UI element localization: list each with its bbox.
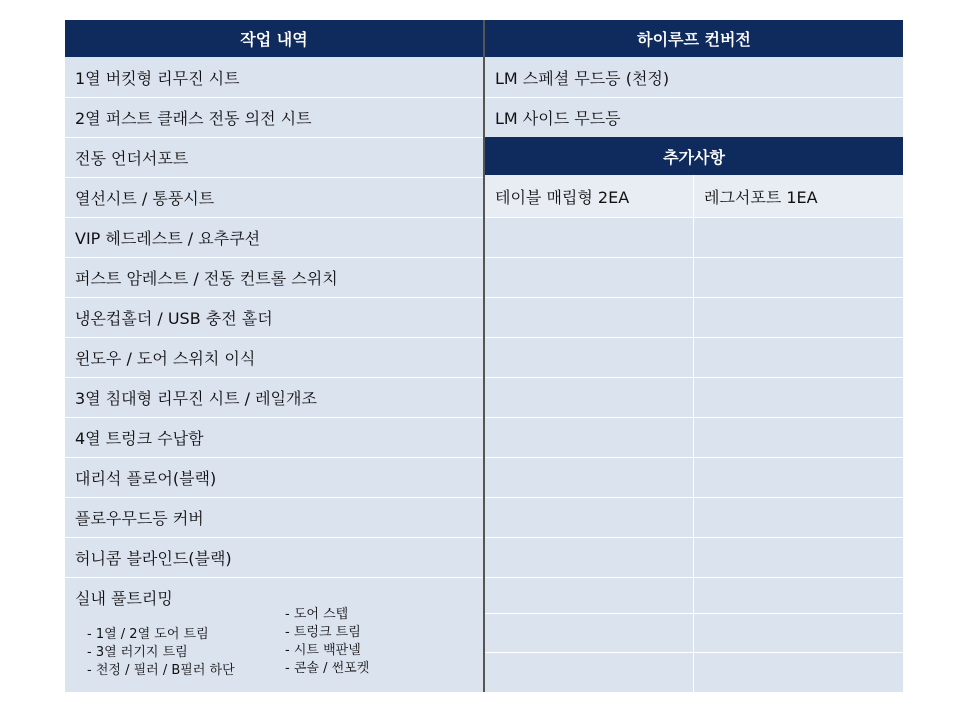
trim-sub-list-right: [285, 606, 369, 678]
trim-sub-item: - 트렁크 트림: [285, 625, 361, 640]
work-item: 1열 버킷형 리무진 시트: [75, 68, 240, 88]
extra-item: 테이블 매립형 2EA: [485, 175, 693, 217]
trim-sub-item: - 1열 / 2열 도어 트림: [87, 627, 209, 642]
work-item: 냉온컵홀더 / USB 충전 홀더: [75, 308, 273, 328]
trim-sub-list-left: [87, 626, 235, 680]
trim-sub-item: - 천정 / 필러 / B필러 하단: [87, 663, 235, 678]
extra-item: 레그서포트 1EA: [694, 175, 903, 217]
work-table: [65, 20, 903, 692]
trim-sub-item: - 3열 러기지 트림: [87, 645, 188, 660]
hiloop-header: 하이루프 컨버전: [485, 20, 903, 57]
work-item: 2열 퍼스트 클래스 전동 의전 시트: [75, 108, 312, 128]
work-item: 허니콤 블라인드(블랙): [75, 548, 232, 568]
hiloop-item: LM 사이드 무드등: [495, 108, 621, 128]
work-item: 대리석 플로어(블랙): [75, 468, 217, 488]
work-item: 윈도우 / 도어 스위치 이식: [75, 348, 256, 368]
hiloop-item: LM 스페셜 무드등 (천정): [495, 68, 670, 88]
trim-sub-item: - 도어 스텝: [285, 607, 349, 622]
work-item: 전동 언더서포트: [75, 148, 189, 168]
work-header: 작업 내역: [65, 20, 483, 57]
work-item: 실내 풀트리밍: [75, 588, 173, 608]
trim-sub-item: - 콘솔 / 썬포켓: [285, 661, 370, 676]
work-item: 4열 트렁크 수납함: [75, 428, 204, 448]
extras-header: 추가사항: [485, 137, 903, 175]
trim-sub-item: - 시트 백판넬: [285, 643, 361, 658]
work-item: VIP 헤드레스트 / 요추쿠션: [75, 228, 261, 248]
work-item: 퍼스트 암레스트 / 전동 컨트롤 스위치: [75, 268, 338, 288]
work-item: 플로우무드등 커버: [75, 508, 204, 528]
work-item: 3열 침대형 리무진 시트 / 레일개조: [75, 388, 317, 408]
work-item: 열선시트 / 통풍시트: [75, 188, 215, 208]
